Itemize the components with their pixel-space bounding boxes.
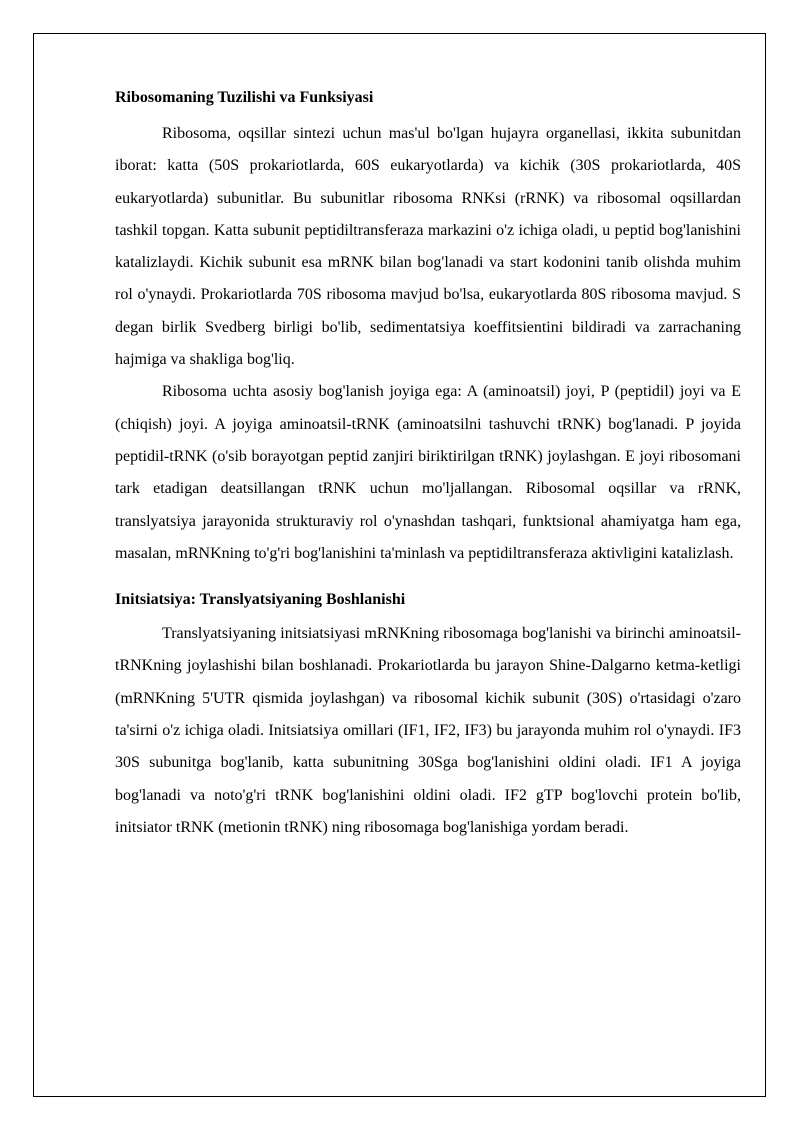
section-heading-initiation: Initsiatsiya: Translyatsiyaning Boshlanishi bbox=[115, 591, 406, 609]
paragraph-initiation: Translyatsiyaning initsiatsiyasi mRNKning ribosomaga bog'lanishi va birinchi aminoatsil-tRNKning joylashishi bilan boshlanadi. Prokariotlarda bu jarayon Shine-Dalgarno ketma-ketligi (mRNKning 5'UTR qismida joylashgan) va ribosomal kichik subunit (30S) o'rtasidagi o'zaro ta'sirni o'z ichiga oladi. Initsiatsiya omillari (IF1, IF2, IF3) bu jarayonda muhim rol o'ynaydi. IF3 30S subunitga bog'lanib, katta subunitning 30Sga bog'lanishini oldini oladi. IF1 A joyiga bog'lanadi va noto'g'ri tRNK bog'lanishini oldini oladi. IF2 gTP bog'lovchi protein bo'lib, initsiator tRNK (metionin tRNK) ning ribosomaga bog'lanishiga yordam beradi. bbox=[115, 625, 741, 836]
paragraph-ribosome-subunits: Ribosoma, oqsillar sintezi uchun mas'ul bo'lgan hujayra organellasi, ikkita subunitdan iborat: katta (50S prokariotlarda, 60S eukaryotlarda) va kichik (30S prokariotlarda, 40S eukaryotlarda) subunitlar. Bu subunitlar ribosoma RNKsi (rRNK) va ribosomal oqsillardan tashkil topgan. Katta subunit peptidiltransferaza markazini o'z ichiga oladi, u peptid bog'lanishini katalizlaydi. Kichik subunit esa mRNK bilan bog'lanadi va start kodonini tanib olishda muhim rol o'ynaydi. Prokariotlarda 70S ribosoma mavjud bo'lsa, eukaryotlarda 80S ribosoma mavjud. S degan birlik Svedberg birligi bo'lib, sedimentatsiya koeffitsientini bildiradi va zarrachaning hajmiga va shakliga bog'liq. bbox=[115, 125, 741, 369]
section-heading-ribosome-structure: Ribosomaning Tuzilishi va Funksiyasi bbox=[115, 89, 374, 106]
paragraph-ribosome-binding-sites: Ribosoma uchta asosiy bog'lanish joyiga ega: A (aminoatsil) joyi, P (peptidil) joyi va E (chiqish) joyi. A joyiga aminoatsil-tRNK (aminoatsilni tashuvchi tRNK) bog'lanadi. P joyida peptidil-tRNK (o'sib borayotgan peptid zanjiri biriktirilgan tRNK) joylashgan. E joyi ribosomani tark etadigan deatsillangan tRNK uchun mo'ljallangan. Ribosomal oqsillar va rRNK, translyatsiya jarayonida strukturaviy rol o'ynashdan tashqari, funktsional ahamiyatga ham ega, masalan, mRNKning to'g'ri bog'lanishini ta'minlash va peptidiltransferaza aktivligini katalizlash. bbox=[115, 383, 741, 562]
document-body bbox=[115, 86, 741, 844]
